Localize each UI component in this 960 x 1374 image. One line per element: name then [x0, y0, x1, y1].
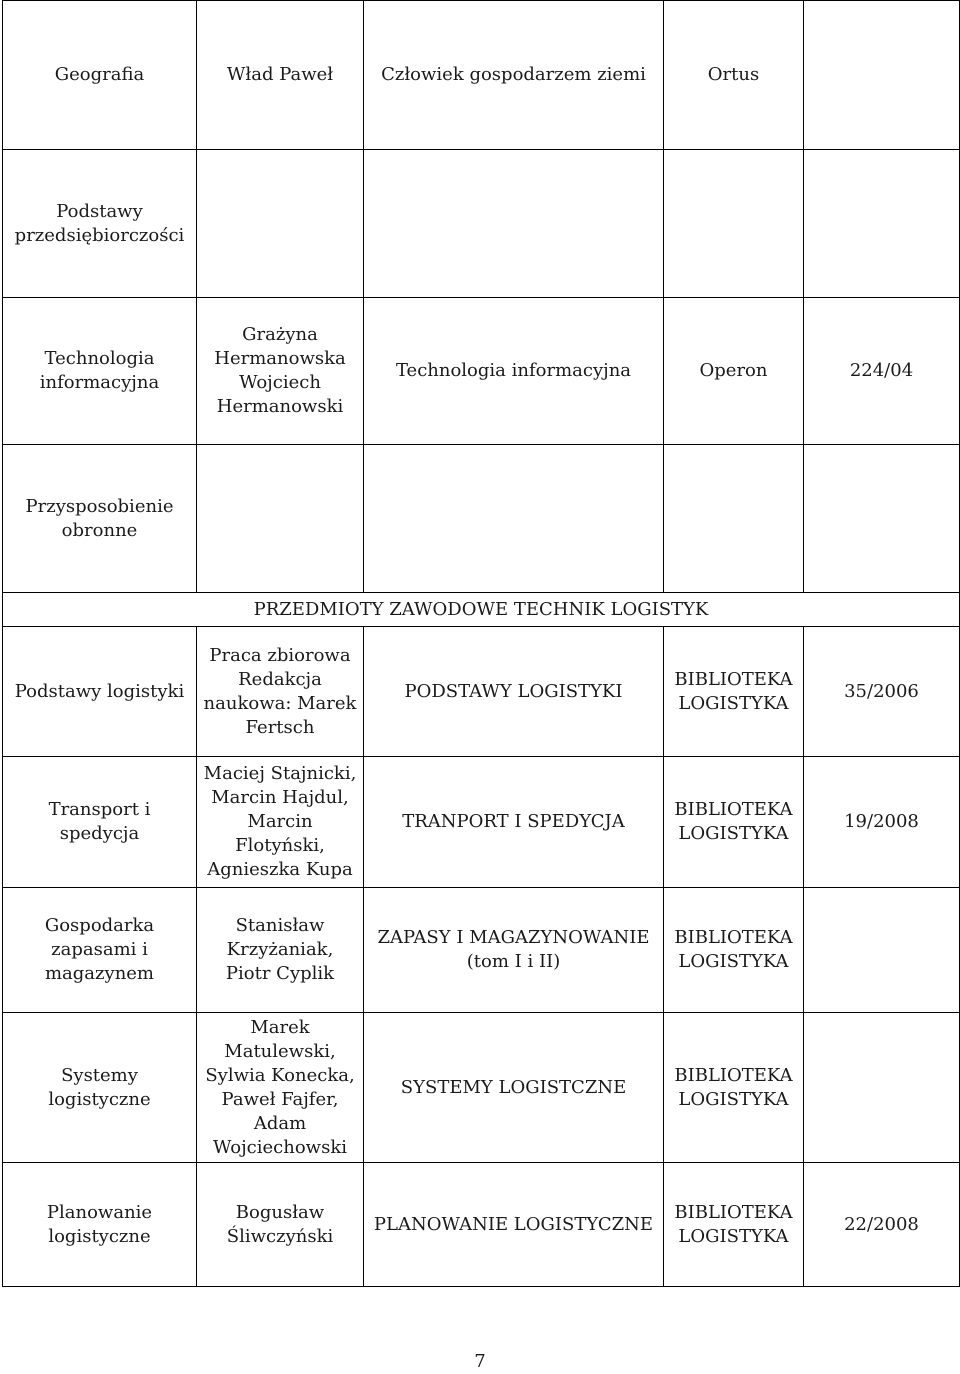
subject-cell: Podstawy logistyki — [3, 627, 197, 757]
approval-number-cell — [804, 1, 960, 150]
table-row — [3, 1, 960, 150]
title-cell: TRANPORT I SPEDYCJA — [364, 757, 664, 888]
publisher-cell: BIBLIOTEKA LOGISTYKA — [664, 627, 804, 757]
approval-number-cell: 224/04 — [804, 298, 960, 445]
table-row — [3, 1163, 960, 1287]
title-cell — [364, 150, 664, 298]
section-header: PRZEDMIOTY ZAWODOWE TECHNIK LOGISTYK — [3, 593, 960, 627]
author-cell — [197, 445, 364, 593]
title-cell: Technologia informacyjna — [364, 298, 664, 445]
publisher-cell — [664, 150, 804, 298]
title-cell: Człowiek gospodarzem ziemi — [364, 1, 664, 150]
subject-cell: Technologia informacyjna — [3, 298, 197, 445]
table-row — [3, 1013, 960, 1163]
title-cell: SYSTEMY LOGISTCZNE — [364, 1013, 664, 1163]
approval-number-cell — [804, 445, 960, 593]
author-cell: Stanisław Krzyżaniak, Piotr Cyplik — [197, 888, 364, 1013]
approval-number-cell — [804, 1013, 960, 1163]
table-row — [3, 757, 960, 888]
publisher-cell: BIBLIOTEKA LOGISTYKA — [664, 757, 804, 888]
author-cell: Bogusław Śliwczyński — [197, 1163, 364, 1287]
approval-number-cell: 22/2008 — [804, 1163, 960, 1287]
publisher-cell: BIBLIOTEKA LOGISTYKA — [664, 888, 804, 1013]
author-cell: Wład Paweł — [197, 1, 364, 150]
title-cell: PODSTAWY LOGISTYKI — [364, 627, 664, 757]
publisher-cell: Operon — [664, 298, 804, 445]
publisher-cell — [664, 445, 804, 593]
author-cell: Maciej Stajnicki, Marcin Hajdul, Marcin Flotyński, Agnieszka Kupa — [197, 757, 364, 888]
table-row — [3, 445, 960, 593]
subject-cell: Gospodarka zapasami i magazynem — [3, 888, 197, 1013]
approval-number-cell — [804, 888, 960, 1013]
author-cell: Marek Matulewski, Sylwia Konecka, Paweł Fajfer, Adam Wojciechowski — [197, 1013, 364, 1163]
table-row — [3, 627, 960, 757]
section-header-row — [3, 593, 960, 627]
subject-cell: Systemy logistyczne — [3, 1013, 197, 1163]
title-cell: ZAPASY I MAGAZYNOWANIE (tom I i II) — [364, 888, 664, 1013]
approval-number-cell — [804, 150, 960, 298]
publisher-cell: BIBLIOTEKA LOGISTYKA — [664, 1013, 804, 1163]
author-cell — [197, 150, 364, 298]
subject-cell: Planowanie logistyczne — [3, 1163, 197, 1287]
approval-number-cell: 19/2008 — [804, 757, 960, 888]
author-cell: Praca zbiorowa Redakcja naukowa: Marek Fertsch — [197, 627, 364, 757]
subject-cell: Przysposobienie obronne — [3, 445, 197, 593]
title-cell — [364, 445, 664, 593]
subject-cell: Podstawy przedsiębiorczości — [3, 150, 197, 298]
subject-cell: Geografia — [3, 1, 197, 150]
publisher-cell: Ortus — [664, 1, 804, 150]
approval-number-cell: 35/2006 — [804, 627, 960, 757]
publisher-cell: BIBLIOTEKA LOGISTYKA — [664, 1163, 804, 1287]
subject-cell: Transport i spedycja — [3, 757, 197, 888]
page-number: 7 — [474, 1351, 486, 1372]
title-cell: PLANOWANIE LOGISTYCZNE — [364, 1163, 664, 1287]
table-row — [3, 298, 960, 445]
table-row — [3, 150, 960, 298]
textbook-table — [2, 0, 960, 1287]
author-cell: Grażyna Hermanowska Wojciech Hermanowski — [197, 298, 364, 445]
table-row — [3, 888, 960, 1013]
